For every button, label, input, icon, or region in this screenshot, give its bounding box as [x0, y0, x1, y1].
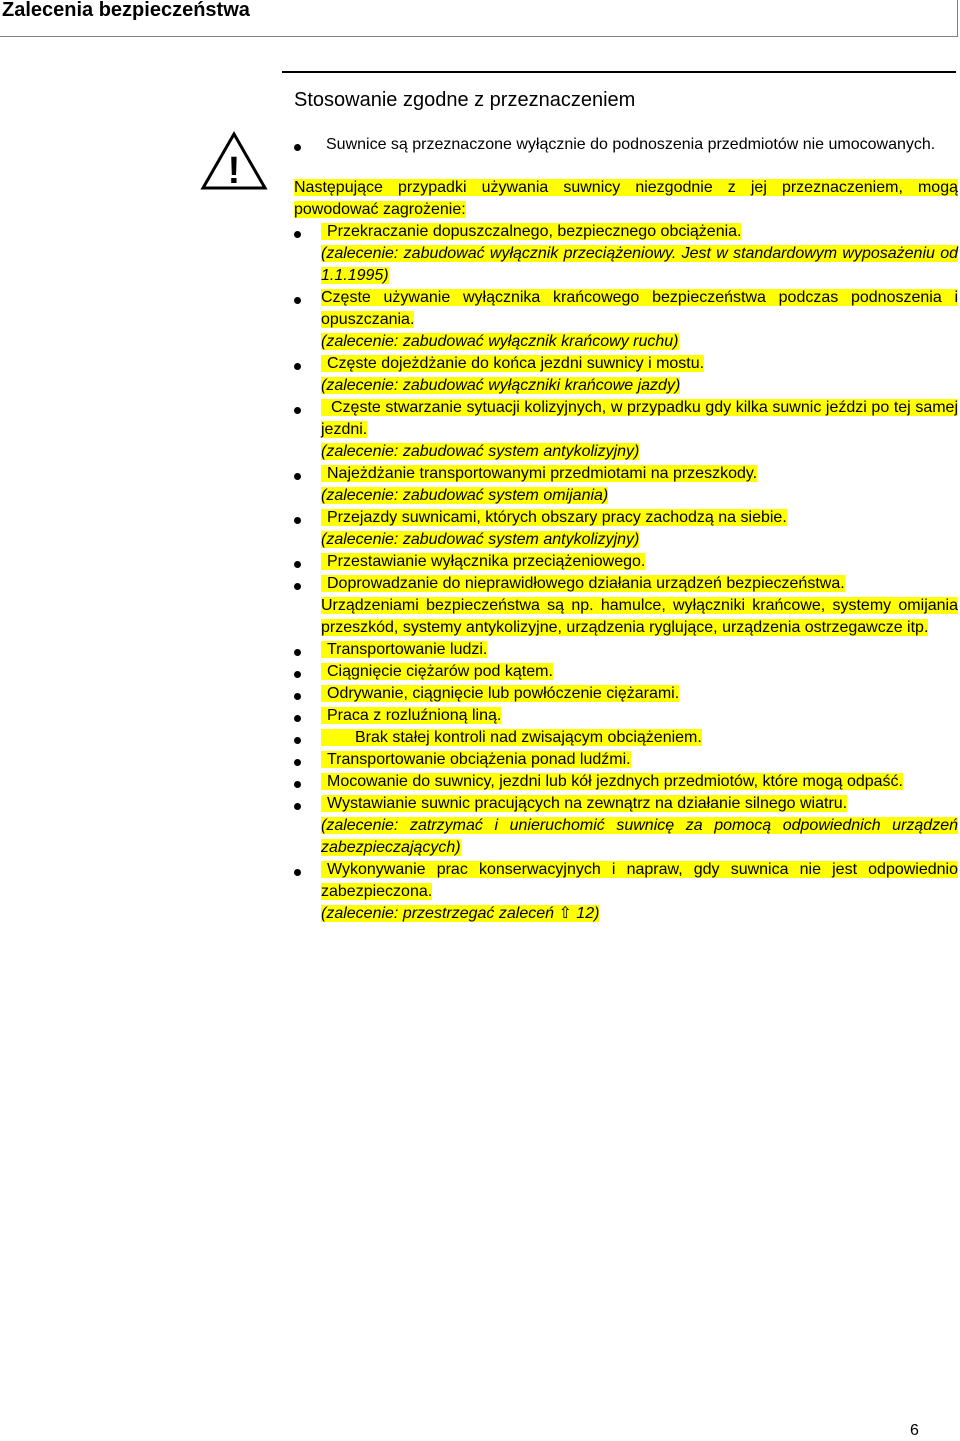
item-text: Brak stałej kontroli nad zwisającym obciążeniem. — [321, 729, 702, 746]
bullet-dot — [294, 144, 301, 151]
bullet-dot — [294, 297, 301, 304]
misuse-list — [294, 221, 958, 925]
item-text: Przejazdy suwnicami, których obszary pracy zachodzą na siebie. — [321, 509, 787, 526]
first-bullet-text: Suwnice są przeznaczone wyłącznie do podnoszenia przedmiotów nie umocowanych. — [326, 136, 936, 153]
bullet-dot — [294, 583, 301, 590]
item-note: (zalecenie: zabudować system antykolizyjny) — [321, 443, 640, 460]
content — [294, 134, 958, 925]
item-note: (zalecenie: zabudować wyłączniki krańcowe jazdy) — [321, 377, 681, 394]
page-header — [0, 0, 958, 37]
item-note: (zalecenie: zabudować wyłącznik przeciążeniowy. Jest w standardowym wyposażeniu od 1.1.1995) — [321, 245, 958, 284]
list-item — [294, 551, 958, 573]
item-text: Transportowanie obciążenia ponad ludźmi. — [321, 751, 631, 768]
bullet-dot — [294, 649, 301, 656]
bullet-dot — [294, 759, 301, 766]
list-item — [294, 639, 958, 661]
list-item — [294, 683, 958, 705]
item-note: (zalecenie: zabudować system omijania) — [321, 487, 609, 504]
intro-paragraph — [294, 177, 958, 221]
item-text: Wykonywanie prac konserwacyjnych i napraw, gdy suwnica nie jest odpowiednio zabezpieczona. — [321, 861, 958, 900]
bullet-dot — [294, 693, 301, 700]
item-text: Przestawianie wyłącznika przeciążeniowego. — [321, 553, 645, 570]
item-text: Wystawianie suwnic pracujących na zewnątrz na działanie silnego wiatru. — [321, 795, 847, 812]
item-text: Praca z rozluźnioną liną. — [321, 707, 501, 724]
list-item — [294, 507, 958, 551]
item-text: Częste stwarzanie sytuacji kolizyjnych, w przypadku gdy kilka suwnic jeździ po tej samej jezdni. — [321, 399, 958, 438]
item-text: Przekraczanie dopuszczalnego, bezpiecznego obciążenia. — [321, 223, 741, 240]
item-text: Odrywanie, ciągnięcie lub powłóczenie ciężarami. — [321, 685, 679, 702]
section-title: Stosowanie zgodne z przeznaczeniem — [294, 89, 636, 111]
item-note: (zalecenie: zatrzymać i unieruchomić suwnicę za pomocą odpowiednich urządzeń zabezpieczających) — [321, 817, 958, 856]
item-text: Ciągnięcie ciężarów pod kątem. — [321, 663, 553, 680]
item-text: Mocowanie do suwnicy, jezdni lub kół jezdnych przedmiotów, które mogą odpaść. — [321, 773, 903, 790]
warning-triangle-icon — [200, 131, 268, 191]
header-rule — [282, 71, 956, 73]
list-item — [294, 661, 958, 683]
bullet-dot — [294, 473, 301, 480]
item-text: Częste używanie wyłącznika krańcowego bezpieczeństwa podczas podnoszenia i opuszczania. — [321, 289, 958, 328]
item-note: (zalecenie: przestrzegać zaleceń ⇧ 12) — [321, 905, 600, 922]
list-item — [294, 573, 958, 639]
item-text: Doprowadzanie do nieprawidłowego działania urządzeń bezpieczeństwa. — [321, 575, 845, 592]
list-item — [294, 221, 958, 287]
list-item — [294, 727, 958, 749]
bullet-dot — [294, 561, 301, 568]
bullet-dot — [294, 231, 301, 238]
list-item — [294, 771, 958, 793]
bullet-dot — [294, 671, 301, 678]
bullet-dot — [294, 715, 301, 722]
intro-text: Następujące przypadki używania suwnicy niezgodnie z jej przeznaczeniem, mogą powodować zagrożenie: — [294, 179, 958, 218]
list-item — [294, 353, 958, 397]
list-item — [294, 287, 958, 353]
item-text: Transportowanie ludzi. — [321, 641, 487, 658]
bullet-dot — [294, 737, 301, 744]
page-title: Zalecenia bezpieczeństwa — [2, 0, 250, 21]
list-item — [294, 397, 958, 463]
bullet-dot — [294, 363, 301, 370]
page-number: 6 — [910, 1422, 919, 1439]
bullet-dot — [294, 803, 301, 810]
item-note: (zalecenie: zabudować wyłącznik krańcowy ruchu) — [321, 333, 679, 350]
list-item — [294, 859, 958, 925]
first-bullet — [294, 134, 958, 156]
list-item — [294, 705, 958, 727]
item-text: Częste dojeżdżanie do końca jezdni suwnicy i mostu. — [321, 355, 704, 372]
bullet-dot — [294, 781, 301, 788]
item-note: (zalecenie: zabudować system antykolizyjny) — [321, 531, 640, 548]
bullet-dot — [294, 407, 301, 414]
svg-text:!: ! — [227, 150, 241, 191]
item-extra: Urządzeniami bezpieczeństwa są np. hamulce, wyłączniki krańcowe, systemy omijania przeszkód, systemy antykolizyjne, urządzenia ryglujące, urządzenia ostrzegawcze itp. — [321, 597, 958, 636]
list-item — [294, 463, 958, 507]
item-text: Najeżdżanie transportowanymi przedmiotami na przeszkody. — [321, 465, 757, 482]
bullet-dot — [294, 517, 301, 524]
bullet-dot — [294, 869, 301, 876]
list-item — [294, 749, 958, 771]
list-item — [294, 793, 958, 859]
